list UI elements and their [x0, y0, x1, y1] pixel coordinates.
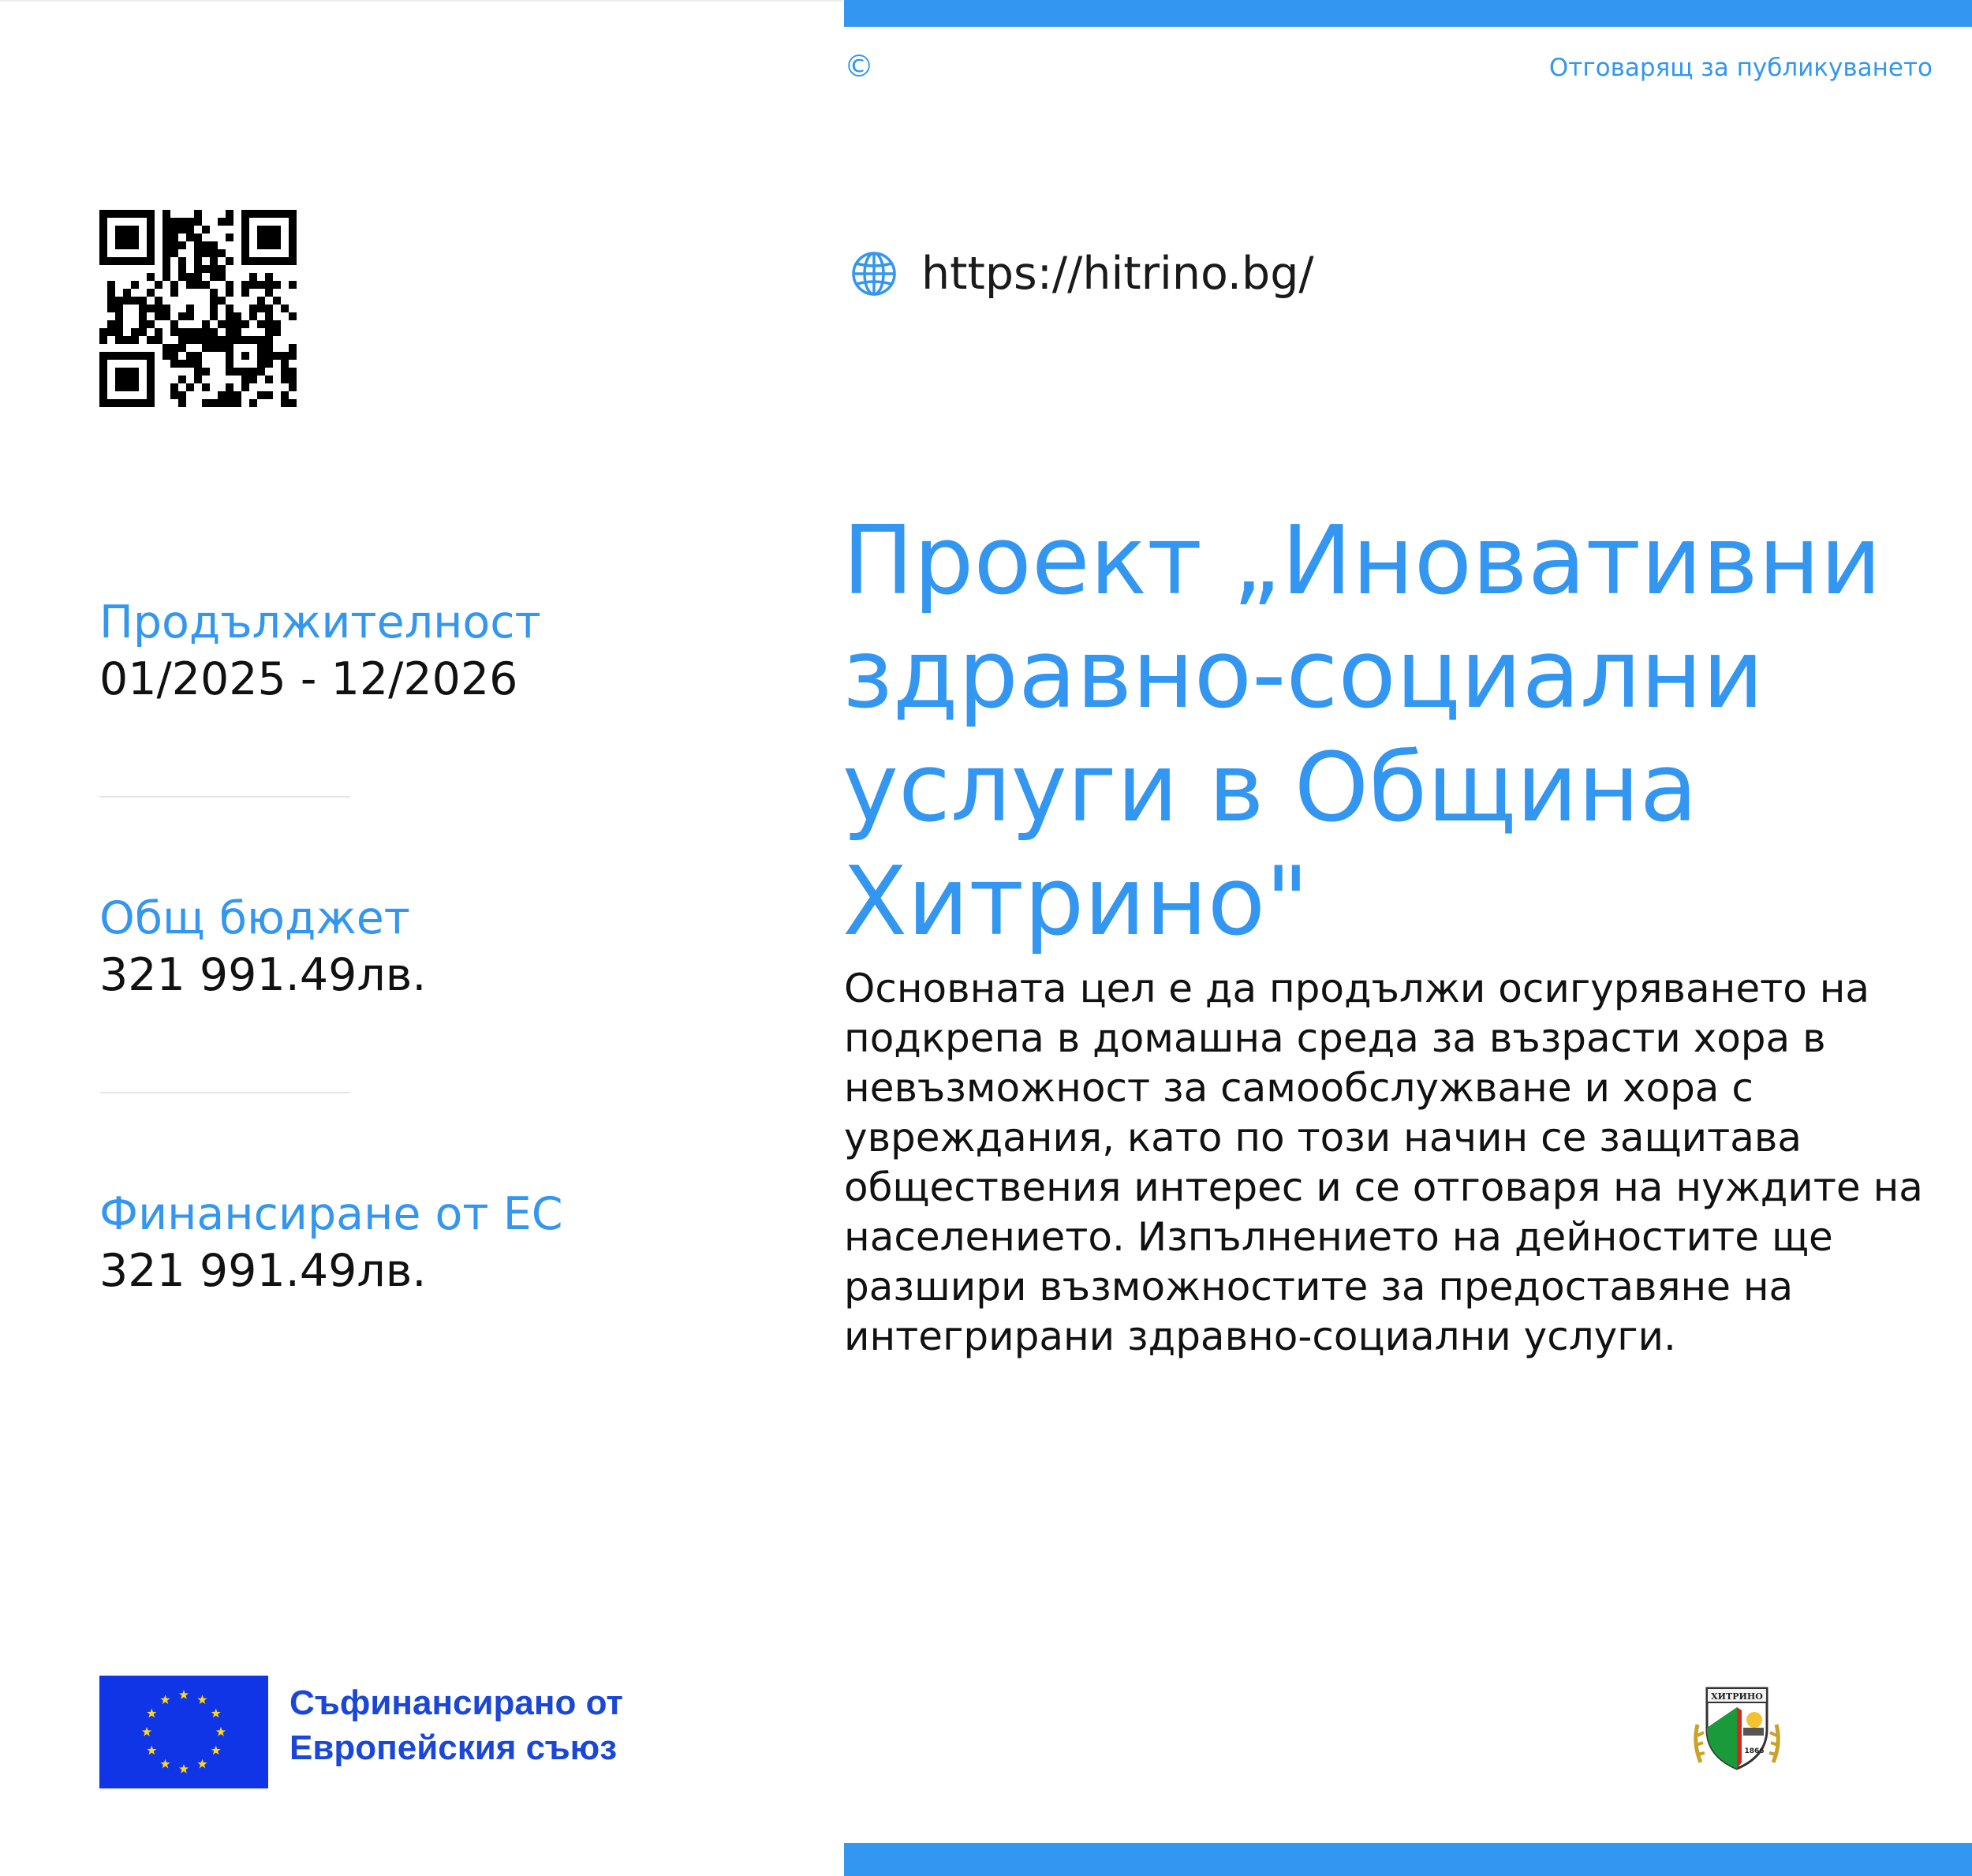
globe-icon — [850, 250, 898, 297]
duration-block — [99, 594, 541, 708]
website-url[interactable]: https://hitrino.bg/ — [921, 248, 1314, 300]
svg-text:1866: 1866 — [1744, 1747, 1765, 1755]
budget-block — [99, 890, 427, 1003]
eu-flag-icon — [99, 1676, 268, 1788]
eu-cofunded-line-2: Европейския съюз — [289, 1728, 618, 1767]
website-link[interactable] — [850, 246, 1314, 301]
top-accent-bar — [844, 0, 1972, 27]
publisher-note: Отговарящ за публикуването — [1548, 54, 1933, 82]
duration-value: 01/2025 - 12/2026 — [99, 653, 518, 705]
eu-cofunded-line-1: Съфинансирано от — [289, 1684, 623, 1722]
budget-value: 321 991.49лв. — [99, 949, 427, 1001]
eu-funding-block — [99, 1186, 563, 1299]
svg-text:ХИТРИНО: ХИТРИНО — [1711, 1691, 1763, 1702]
top-divider-line — [0, 0, 842, 2]
qr-code-icon[interactable] — [99, 210, 297, 407]
copyright-symbol: © — [844, 49, 874, 84]
eu-cofunded-label — [289, 1680, 623, 1770]
bottom-accent-bar — [844, 1843, 1972, 1876]
project-title: Проект „Иновативни здравно-социални услуги в Община Хитрино" — [842, 506, 1882, 957]
budget-label: Общ бюджет — [99, 892, 410, 944]
duration-label: Продължителност — [99, 596, 541, 648]
section-divider — [99, 796, 350, 798]
hitrino-crest-icon — [1690, 1680, 1784, 1773]
project-description: Основната цел е да продължи осигуряването на подкрепа в домашна среда за възрасти хора в невъзможност за самообслужване и хора с увреждания, като по този начин се защитава обществения интерес и се отговаря на нуждите на населението. Изпълнението на дейностите ще разшири възможностите за предоставяне на интегрирани здравно-социални услуги. — [844, 966, 1923, 1359]
section-divider — [99, 1092, 350, 1093]
eu-funding-value: 321 991.49лв. — [99, 1245, 427, 1297]
eu-funding-label: Финансиране от ЕС — [99, 1188, 563, 1240]
